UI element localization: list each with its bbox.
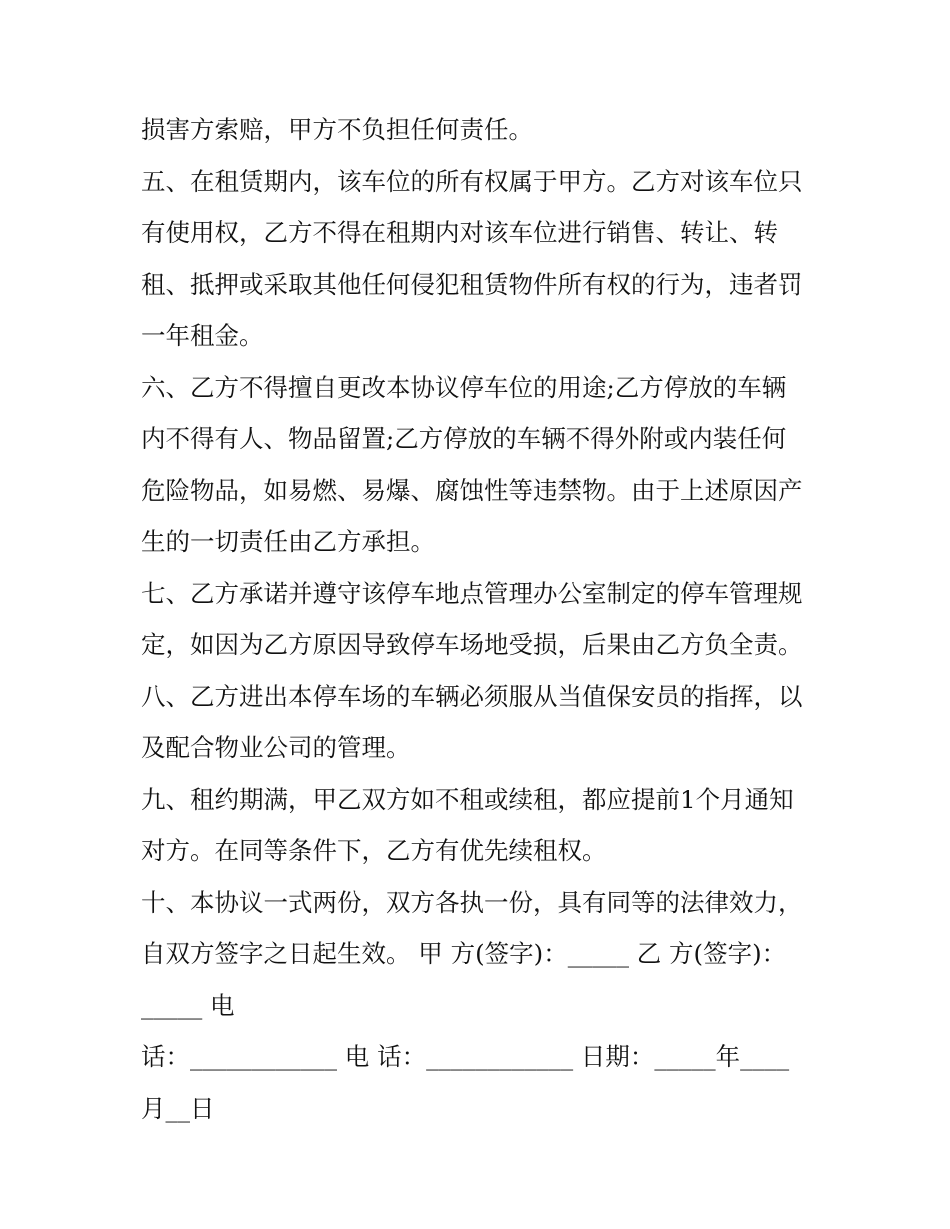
text-line: 租、抵押或采取其他任何侵犯租赁物件所有权的行为，违者罚 xyxy=(141,269,803,299)
clause-7-line: 七、乙方承诺并遵守该停车地点管理办公室制定的停车管理规 xyxy=(141,578,803,608)
clause-10-line: 十、本协议一式两份，双方各执一份，具有同等的法律效力， xyxy=(141,887,803,917)
text-line: 及配合物业公司的管理。 xyxy=(141,733,411,762)
clause-9-line: 九、租约期满，甲乙双方如不租或续租，都应提前1个月通知 xyxy=(141,784,794,814)
clause-6-line: 六、乙方不得擅自更改本协议停车位的用途;乙方停放的车辆 xyxy=(141,372,787,402)
contract-body xyxy=(141,104,821,1134)
text-line: 危险物品，如易燃、易爆、腐蚀性等违禁物。由于上述原因产 xyxy=(141,475,803,505)
phone-date-line: 话：____________ 电 话：____________ 日期：_____年____ xyxy=(141,1042,790,1071)
clause-5-line: 五、在租赁期内，该车位的所有权属于甲方。乙方对该车位只 xyxy=(141,166,803,196)
signature-line: _____ 电 xyxy=(141,990,235,1020)
text-line: 有使用权，乙方不得在租期内对该车位进行销售、转让、转 xyxy=(141,218,778,247)
text-line: 一年租金。 xyxy=(141,321,264,350)
text-line: 定，如因为乙方原因导致停车场地受损，后果由乙方负全责。 xyxy=(141,630,803,659)
text-line: 内不得有人、物品留置;乙方停放的车辆不得外附或内装任何 xyxy=(141,424,787,453)
text-line: 生的一切责任由乙方承担。 xyxy=(141,527,435,556)
signature-line: 自双方签字之日起生效。 甲 方(签字)：_____ 乙 方(签字)： xyxy=(141,939,787,968)
date-line: 月__日 xyxy=(141,1093,215,1123)
text-line: 损害方索赔，甲方不负担任何责任。 xyxy=(141,115,533,144)
text-line: 对方。在同等条件下，乙方有优先续租权。 xyxy=(141,836,607,865)
clause-8-line: 八、乙方进出本停车场的车辆必须服从当值保安员的指挥，以 xyxy=(141,681,803,711)
